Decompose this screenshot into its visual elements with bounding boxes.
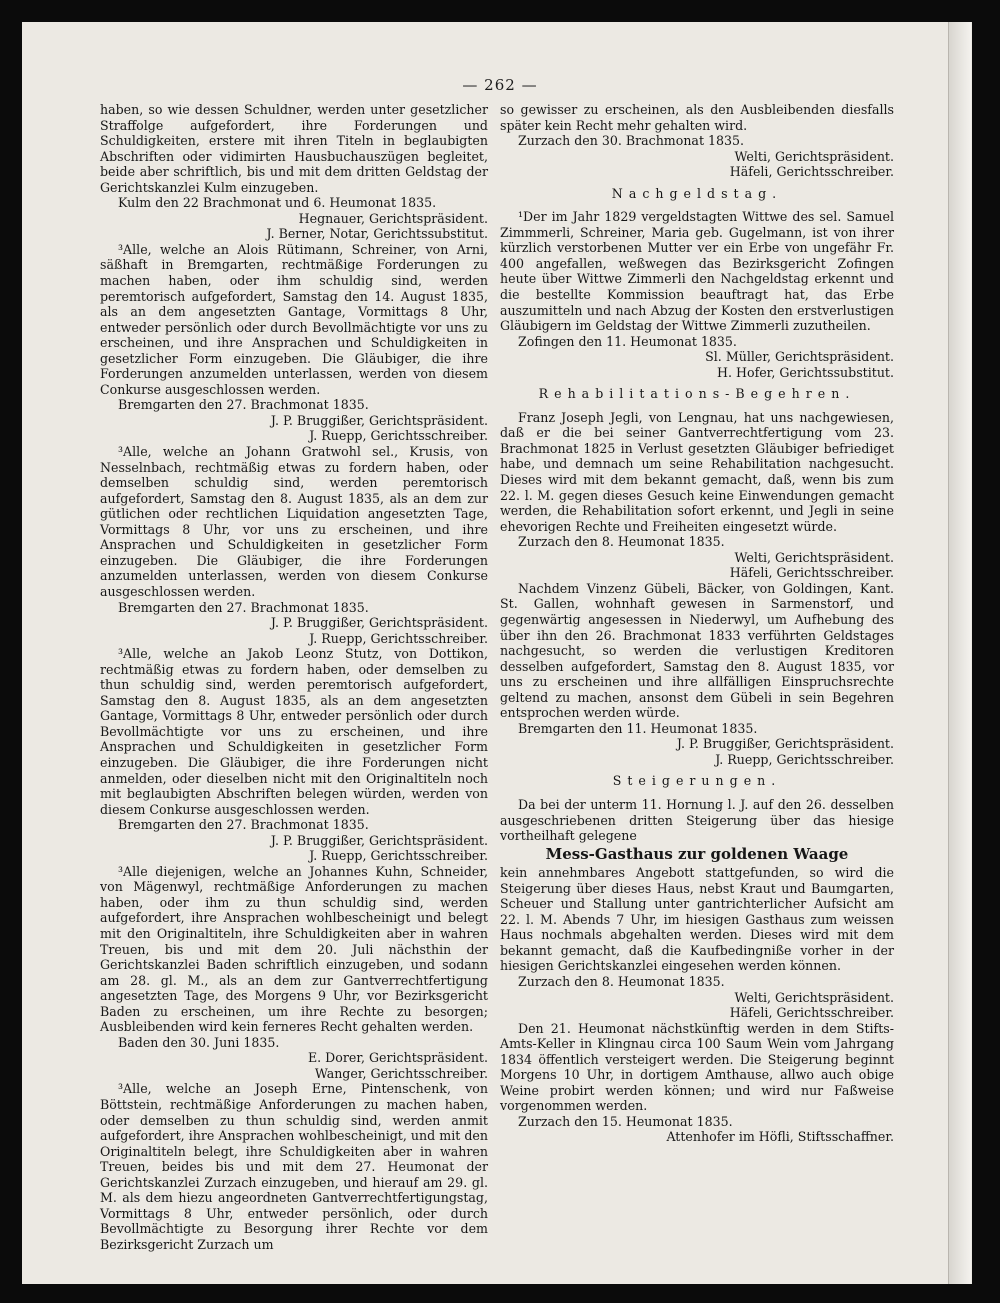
left-signature-line: Wanger, Gerichtsschreiber. bbox=[314, 1065, 488, 1081]
left-place-date-line: Baden den 30. Juni 1835. bbox=[118, 1034, 280, 1050]
right-column bbox=[500, 102, 894, 1145]
left-signature-line: J. Ruepp, Gerichtsschreiber. bbox=[309, 848, 488, 864]
page-number: — 262 — bbox=[462, 76, 538, 94]
left-column bbox=[100, 102, 488, 1252]
right-place-date-line: Zurzach den 8. Heumonat 1835. bbox=[518, 534, 725, 550]
left-paragraph: haben, so wie dessen Schuldner, werden unter gesetzlicher Straffolge aufgefordert, ihre Forderungen und Schuldigkeiten, erstere mit ihren Titeln in beglaubigten Abschriften oder vidimirten Hausbuchauszügen begleitet, beide aber schriftlich, bis und mit dem dritten Geldstag der Gerichtskanzlei Kulm einzugeben. bbox=[100, 102, 488, 195]
page-fold-edge bbox=[948, 22, 971, 1284]
right-paragraph: Da bei der unterm 11. Hornung l. J. auf den 26. desselben ausgeschriebenen dritten Steigerung über das hiesige vortheilhaft gelegene bbox=[500, 796, 894, 844]
right-place-date-line: Bremgarten den 11. Heumonat 1835. bbox=[518, 720, 758, 736]
right-section-heading: Steigerungen. bbox=[612, 773, 782, 789]
right-signature-line: J. P. Bruggißer, Gerichtspräsident. bbox=[676, 736, 894, 752]
left-signature-line: J. Berner, Notar, Gerichtssubstitut. bbox=[266, 226, 488, 242]
right-place-date-line: Zurzach den 8. Heumonat 1835. bbox=[518, 973, 725, 989]
left-place-date-line: Kulm den 22 Brachmonat und 6. Heumonat 1835. bbox=[118, 195, 437, 211]
right-signature-line: Welti, Gerichtspräsident. bbox=[734, 148, 894, 164]
right-paragraph: Nachdem Vinzenz Gübeli, Bäcker, von Goldingen, Kant. St. Gallen, wohnhaft gewesen in Sarmenstorf, und gegenwärtig angesessen in Niederwyl, um Aufhebung des über ihn den 26. Brachmonat 1833 verführten Geldstages nachgesucht, so werden die verlustigen Kreditoren desselben aufgefordert, Samstag den 8. August 1835, vor uns zu erscheinen und ihre allfälligen Einspruchsrechte geltend zu machen, ansonst dem Gübeli in sein Begehren entsprochen werden würde. bbox=[500, 580, 894, 721]
right-signature-line: Häfeli, Gerichtsschreiber. bbox=[729, 1005, 894, 1021]
right-display-heading: Mess-Gasthaus zur goldenen Waage bbox=[545, 844, 849, 863]
left-paragraph: ³Alle, welche an Jakob Leonz Stutz, von Dottikon, rechtmäßig etwas zu fordern haben, oder demselben zu thun schuldig sind, werden peremtorisch aufgefordert, Samstag den 8. August 1835, als an dem angesetzten Gantage, Vormittags 8 Uhr, entweder persönlich oder durch Bevollmächtigte vor uns zu erscheinen, und ihre Ansprachen und Schuldigkeiten in gesetzlicher Form einzugeben. Die Gläubiger, die ihre Forderungen nicht anmelden, oder dieselben nicht mit den Originaltiteln noch mit beglaubigten Abschriften belegen würden, werden von diesem Conkurse ausgeschlossen werden. bbox=[100, 646, 488, 817]
right-signature-line: Sl. Müller, Gerichtspräsident. bbox=[705, 349, 894, 365]
left-signature-line: J. P. Bruggißer, Gerichtspräsident. bbox=[270, 615, 488, 631]
right-place-date-line: Zurzach den 30. Brachmonat 1835. bbox=[518, 133, 745, 149]
right-section-heading: Nachgeldstag. bbox=[611, 185, 783, 201]
left-signature-line: J. P. Bruggißer, Gerichtspräsident. bbox=[270, 832, 488, 848]
right-signature-line: Welti, Gerichtspräsident. bbox=[734, 549, 894, 565]
left-signature-line: E. Dorer, Gerichtspräsident. bbox=[307, 1050, 488, 1066]
left-signature-line: J. Ruepp, Gerichtsschreiber. bbox=[309, 428, 488, 444]
right-paragraph: so gewisser zu erscheinen, als den Ausbleibenden diesfalls später kein Recht mehr gehalten wird. bbox=[500, 102, 894, 133]
right-signature-line: H. Hofer, Gerichtssubstitut. bbox=[717, 364, 894, 380]
left-signature-line: Hegnauer, Gerichtspräsident. bbox=[298, 210, 488, 226]
right-place-date-line: Zofingen den 11. Heumonat 1835. bbox=[518, 333, 737, 349]
right-paragraph: kein annehmbares Angebott stattgefunden, so wird die Steigerung über dieses Haus, nebst Kraut und Baumgarten, Scheuer und Stallung unter gantrichterlicher Aufsicht am 22. l. M. Abends 7 Uhr, im hiesigen Gasthaus zum weissen Haus nochmals abgehalten werden. Dieses wird mit dem bekannt gemacht, daß die Kaufbedingniße vorher in der hiesigen Gerichtskanzlei eingesehen werden können. bbox=[500, 865, 894, 974]
right-signature-line: Häfeli, Gerichtsschreiber. bbox=[729, 164, 894, 180]
right-paragraph: Franz Joseph Jegli, von Lengnau, hat uns nachgewiesen, daß er die bei seiner Gantverrechtfertigung vom 23. Brachmonat 1825 in Verlust gesetzten Gläubiger befriediget habe, und demnach um seine Rehabilitation nachgesucht. Dieses wird mit dem bekannt gemacht, daß, wenn bis zum 22. l. M. gegen dieses Gesuch keine Einwendungen gemacht werden, die Rehabilitation sofort erkennt, und Jegli in seine ehevorigen Rechte und Freiheiten eingesetzt würde. bbox=[500, 409, 894, 534]
right-paragraph: ¹Der im Jahr 1829 vergeldstagten Wittwe des sel. Samuel Zimmmerli, Schreiner, Maria geb. Gugelmann, ist von ihrer kürzlich verstorbenen Mutter ver ein Erbe von ungefähr Fr. 400 angefallen, weßwegen das Bezirksgericht Zofingen heute über Wittwe Zimmerli den Nachgeldstag erkennt und die bestellte Kommission beauftragt hat, das Erbe auszumitteln und nach Abzug der Kosten den erstverlustigen Gläubigern im Geldstag der Wittwe Zimmerli zuzutheilen. bbox=[500, 209, 894, 334]
left-paragraph: ³Alle diejenigen, welche an Johannes Kuhn, Schneider, von Mägenwyl, rechtmäßige Anforderungen zu machen haben, oder ihm zu thun schuldig sind, werden aufgefordert, ihre Ansprachen wohlbescheinigt und belegt mit den Originaltiteln, ihre Schuldigkeiten aber in wahren Treuen, bis und mit dem 20. Juli nächsthin der Gerichtskanzlei Baden schriftlich einzugeben, und sodann am 28. gl. M., als an dem zur Gantverrechtfertigung angesetzten Tage, des Morgens 9 Uhr, vor Bezirksgericht Baden zu erscheinen, um ihre Rechte zu besorgen; Ausbleibenden wird kein ferneres Recht gehalten werden. bbox=[100, 863, 488, 1035]
right-paragraph: Den 21. Heumonat nächstkünftig werden in dem Stifts-Amts-Keller in Klingnau circa 100 Saum Wein vom Jahrgang 1834 öffentlich versteigert werden. Die Steigerung beginnt Morgens 10 Uhr, in dortigem Amthause, allwo auch obige Weine probirt werden können; und wird nur Faßweise vorgenommen werden. bbox=[500, 1020, 894, 1114]
right-signature-line: Welti, Gerichtspräsident. bbox=[734, 989, 894, 1005]
right-signature-line: J. Ruepp, Gerichtsschreiber. bbox=[715, 751, 894, 767]
right-place-date-line: Zurzach den 15. Heumonat 1835. bbox=[518, 1113, 733, 1129]
left-paragraph: ³Alle, welche an Joseph Erne, Pintenschenk, von Böttstein, rechtmäßige Anforderungen zu machen haben, oder demselben zu thun schuldig sind, werden anmit aufgefordert, ihre Ansprachen wohlbescheinigt, und mit den Originaltiteln belegt, ihre Schuldigkeiten aber in wahren Treuen, beides bis und mit dem 27. Heumonat der Gerichtskanzlei Zurzach einzugeben, und hierauf am 29. gl. M. als dem hiezu angeordneten Gantverrechtfertigungstag, Vormittags 8 Uhr, entweder persönlich, oder durch Bevollmächtigte zu Besorgung ihrer Rechte vor dem Bezirksgericht Zurzach um bbox=[100, 1081, 488, 1252]
left-paragraph: ³Alle, welche an Alois Rütimann, Schreiner, von Arni, säßhaft in Bremgarten, rechtmäßige Forderungen zu machen haben, oder ihm schuldig sind, werden peremtorisch aufgefordert, Samstag den 14. August 1835, als an dem angesetzten Gantage, Vormittags 8 Uhr, entweder persönlich oder durch Bevollmächtigte vor uns zu erscheinen, und ihre Ansprachen und Schuldigkeiten in gesetzlicher Form einzugeben. Die Gläubiger, die ihre Forderungen anzumelden unterlassen, werden von diesem Conkurse ausgeschlossen werden. bbox=[100, 241, 488, 397]
left-signature-line: J. P. Bruggißer, Gerichtspräsident. bbox=[270, 412, 488, 428]
left-signature-line: J. Ruepp, Gerichtsschreiber. bbox=[309, 630, 488, 646]
left-place-date-line: Bremgarten den 27. Brachmonat 1835. bbox=[118, 397, 369, 413]
left-paragraph: ³Alle, welche an Johann Gratwohl sel., Krusis, von Nesselnbach, rechtmäßig etwas zu fordern haben, oder demselben schuldig sind, werden peremtorisch aufgefordert, Samstag den 8. August 1835, als an dem zur gütlichen oder rechtlichen Liquidation angesetzten Tage, Vormittags 8 Uhr, vor uns zu erscheinen, und ihre Ansprachen und Schuldigkeiten in gesetzlicher Form einzugeben. Die Gläubiger, die ihre Forderungen anzumelden unterlassen, werden von diesem Conkurse ausgeschlossen werden. bbox=[100, 444, 488, 599]
right-signature-line: Häfeli, Gerichtsschreiber. bbox=[729, 565, 894, 581]
right-signature-line: Attenhofer im Höfli, Stiftsschaffner. bbox=[666, 1129, 894, 1145]
left-place-date-line: Bremgarten den 27. Brachmonat 1835. bbox=[118, 817, 369, 833]
right-section-heading: Rehabilitations-Begehren. bbox=[538, 386, 856, 402]
left-place-date-line: Bremgarten den 27. Brachmonat 1835. bbox=[118, 599, 369, 615]
